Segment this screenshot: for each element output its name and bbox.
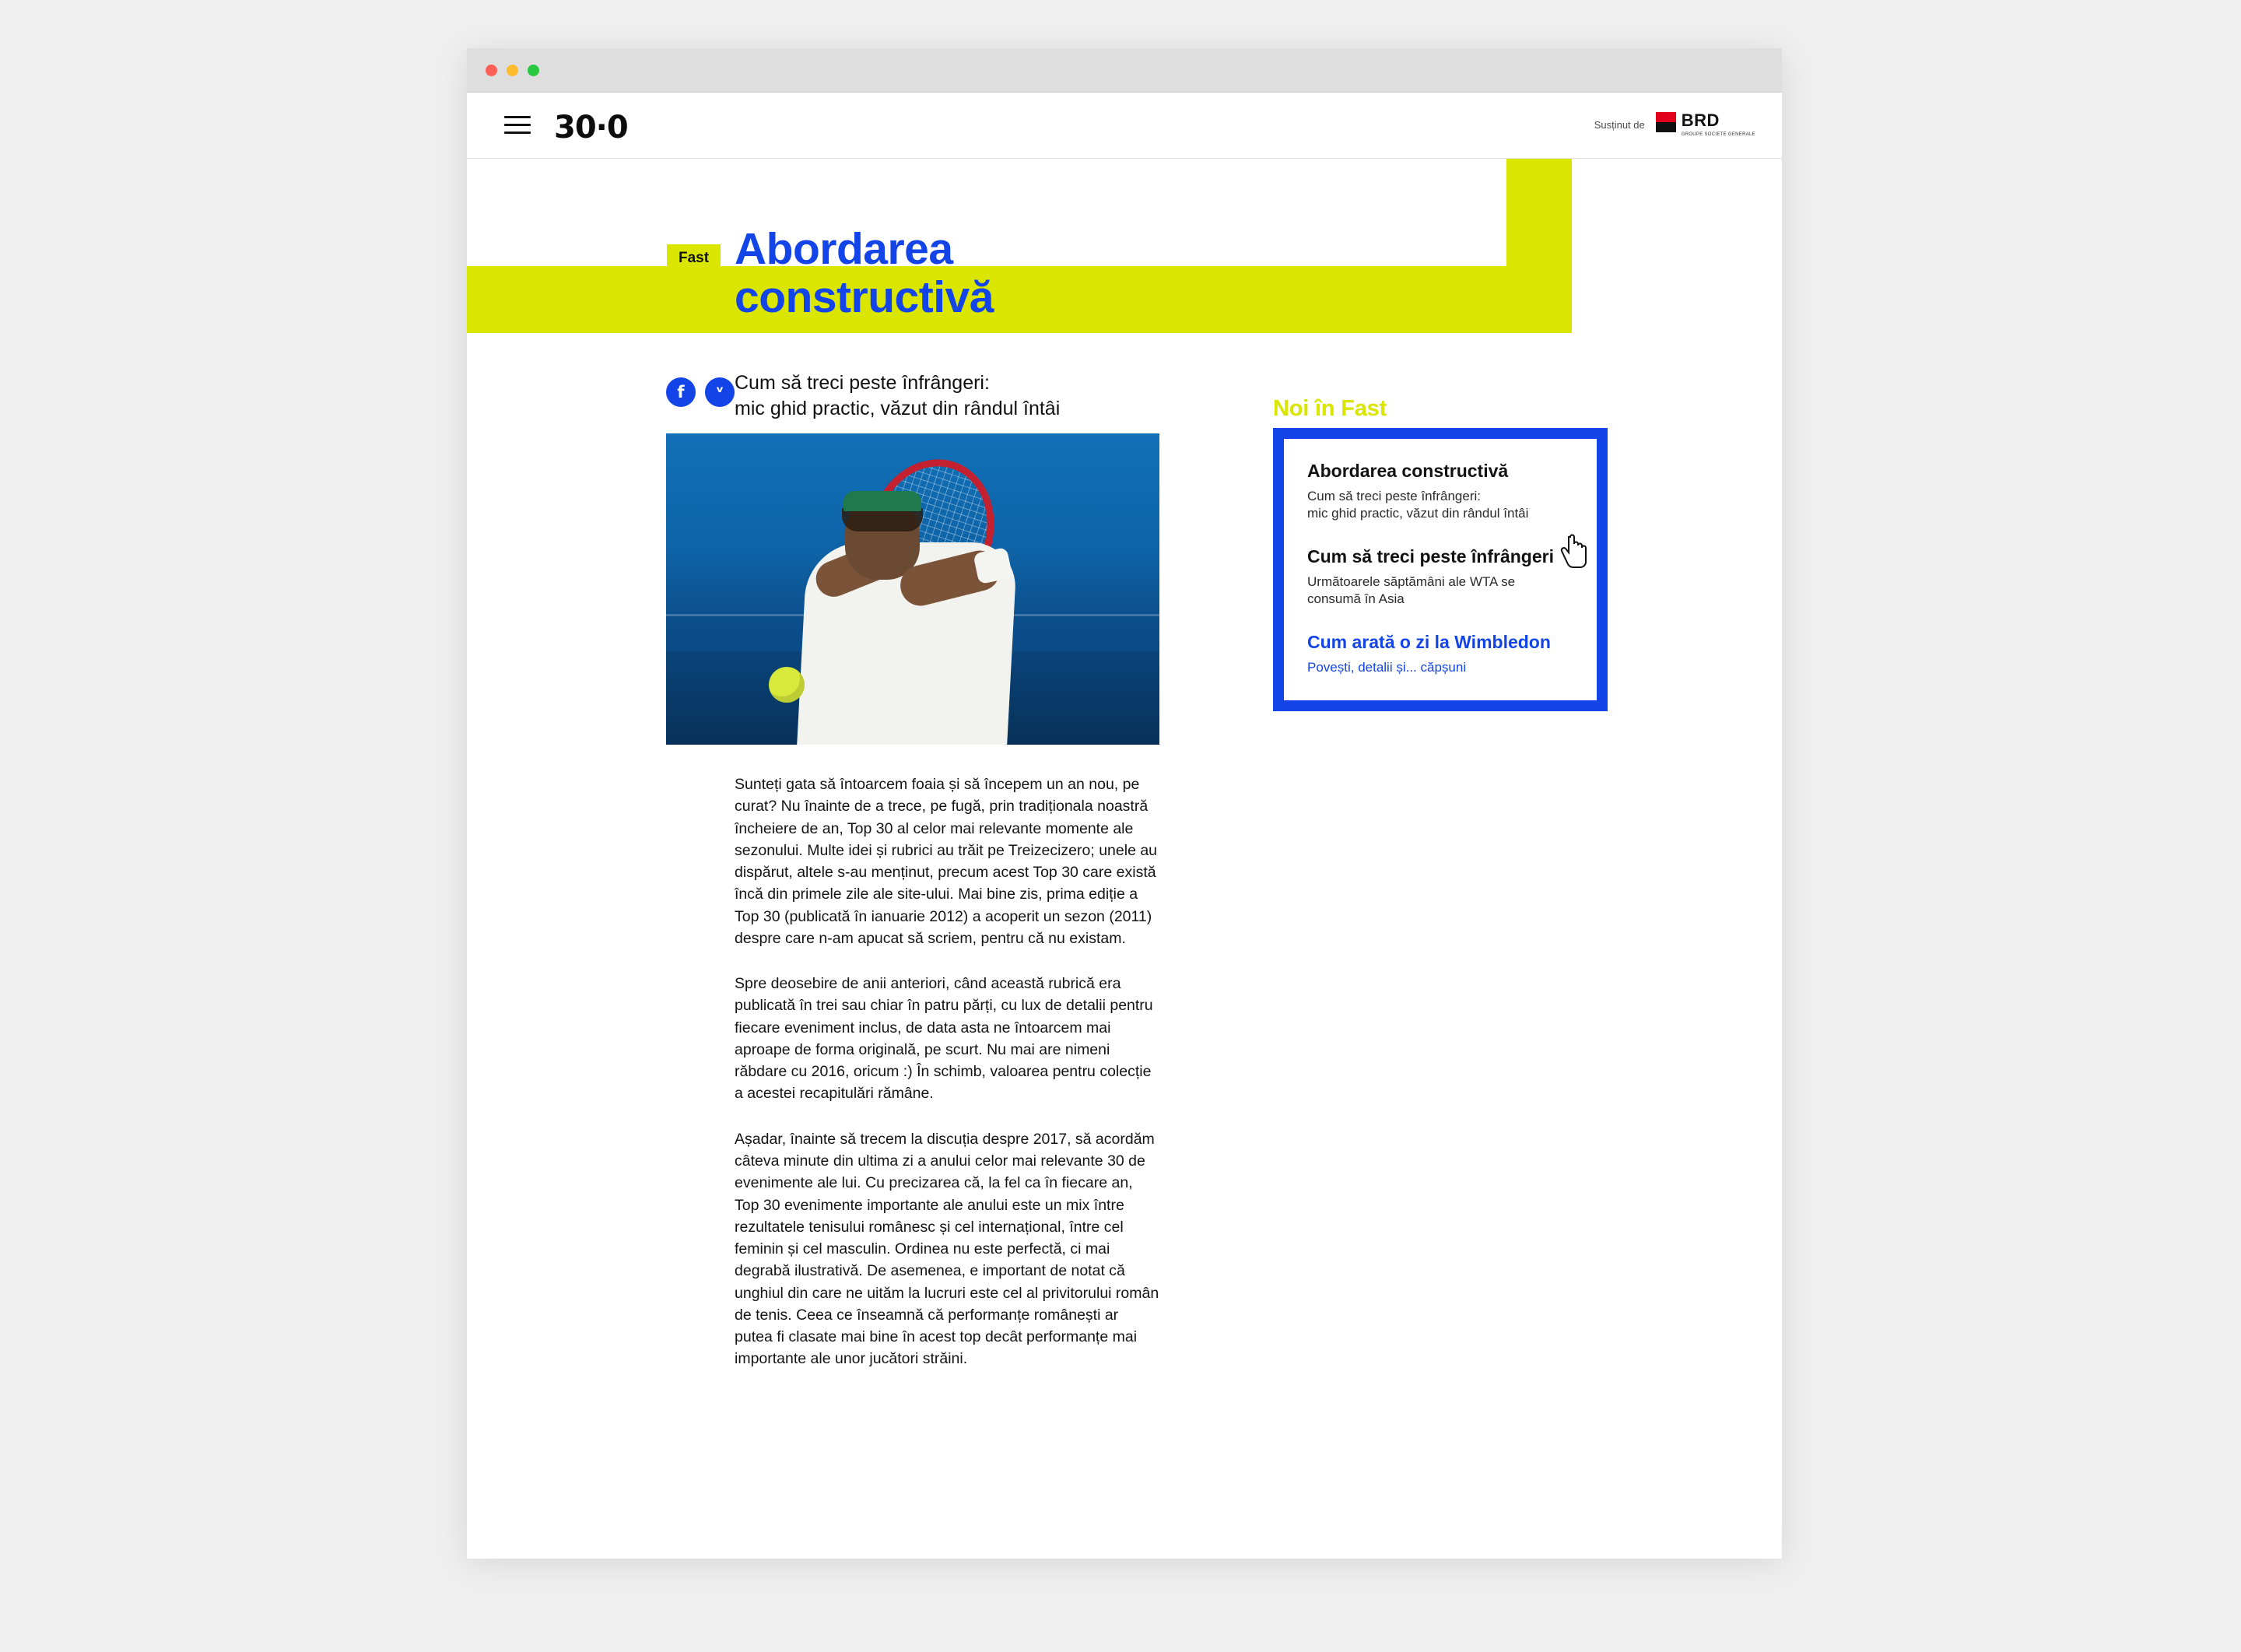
player-headband: [843, 491, 921, 511]
list-item-desc-line-2: consumă în Asia: [1307, 591, 1405, 607]
article-subhead: [735, 370, 1060, 422]
hero-accent-block: [1506, 159, 1572, 266]
facebook-icon[interactable]: f: [666, 377, 696, 407]
sponsor-label: Susținut de: [1594, 118, 1645, 131]
tennis-ball-icon: [769, 667, 805, 703]
sponsor-block: [1594, 112, 1755, 137]
close-window-button[interactable]: [486, 65, 497, 76]
list-item-desc: Povești, detalii și... căpșuni: [1307, 659, 1467, 675]
brd-subtitle: GROUPE SOCIETE GENERALE: [1681, 132, 1755, 137]
brd-logo[interactable]: [1656, 112, 1755, 137]
hero-section: [467, 159, 1782, 361]
page-title-line-2: constructivă: [735, 272, 994, 322]
page-title: [735, 226, 994, 321]
list-item-desc-line-1: Următoarele săptămâni ale WTA se: [1307, 573, 1516, 589]
list-item-desc-line-1: Cum să treci peste înfrângeri:: [1307, 488, 1481, 503]
sidebar: [1273, 396, 1608, 711]
brd-mark-icon: [1656, 112, 1676, 132]
social-share[interactable]: [666, 377, 735, 407]
list-item-desc-line-2: mic ghid practic, văzut din rândul întâi: [1307, 506, 1529, 521]
article-hero-image: [666, 433, 1159, 745]
page-viewport: [467, 93, 1782, 1559]
twitter-icon[interactable]: ᵛ: [705, 377, 735, 407]
list-item-heading[interactable]: Cum arată o zi la Wimbledon: [1307, 632, 1551, 653]
browser-window: [467, 48, 1782, 1558]
article-paragraph: Așadar, înainte să trecem la discuția despre 2017, să acordăm câteva minute din ultima zi a anului celor mai relevante 30 de evenimente ale lui. Cu precizarea că, la fel ca în fiecare an, Top 30 evenimente importante ale anului este un mix între rezultatele tenisului românesc și cel internațional, între cel feminin și cel masculin. Ordinea nu este perfectă, ci mai degrabă ilustrativă. De asemenea, e important de notat că unghiul din care ne uităm la lucruri este cel al privitorului român de tenis. Ceea ce înseamnă că performanțe românești ar putea fi clasate mai bine în acest top decât performanțe mai importante ale unor jucători străini.: [735, 1130, 1159, 1368]
list-item-heading[interactable]: Cum să treci peste înfrângeri: [1307, 546, 1554, 567]
page-title-line-1: Abordarea: [735, 224, 953, 274]
window-controls[interactable]: [486, 65, 539, 76]
minimize-window-button[interactable]: [507, 65, 518, 76]
article-paragraph: Sunteți gata să întoarcem foaia și să începem un an nou, pe curat? Nu înainte de a trece, pe fugă, prin tradiționala noastră încheiere de an, Top 30 al celor mai relevante momente ale sezonului. Multe idei și rubrici au trăit pe Treizecizero; unele au dispărut, altele s-au menținut, precum acest Top 30 care există încă din primele zile ale site-ului. Mai bine zis, prima ediție a Top 30 (publicată în ianuarie 2012) a acoperit un sezon (2011) despre care n-am apucat să scriem, pentru că nu existam.: [735, 776, 1158, 947]
site-header: [467, 93, 1782, 159]
article-body: [735, 773, 1159, 1394]
site-logo[interactable]: 30·0: [554, 110, 628, 146]
window-titlebar: [467, 48, 1782, 93]
article-subhead-line-1: Cum să treci peste înfrângeri:: [735, 372, 990, 394]
brd-name: BRD: [1681, 110, 1720, 130]
article-paragraph: Spre deosebire de anii anteriori, când această rubrică era publicată în trei sau chiar în patru părți, cu lux de detalii pentru fiecare eveniment inclus, de data asta ne întoarcem mai aproape de forma originală, pe scurt. Nu mai are nimeni răbdare cu 2016, oricum :) În schimb, valoarea pentru colecție a acestei recapitulări rămâne.: [735, 975, 1153, 1103]
hamburger-icon[interactable]: [504, 116, 531, 135]
sidebar-title: Noi în Fast: [1273, 396, 1387, 421]
list-item[interactable]: [1307, 546, 1573, 609]
list-item-heading[interactable]: Abordarea constructivă: [1307, 461, 1509, 481]
list-item[interactable]: [1307, 461, 1573, 523]
hero-accent-band: [467, 266, 1572, 333]
list-item-desc: [1307, 488, 1573, 524]
sidebar-list: [1273, 428, 1608, 711]
maximize-window-button[interactable]: [528, 65, 539, 76]
list-item-hovered[interactable]: [1307, 632, 1573, 676]
article-subhead-line-2: mic ghid practic, văzut din rândul întâi: [735, 398, 1061, 419]
player-hair: [842, 508, 923, 531]
category-tag[interactable]: Fast: [667, 244, 721, 272]
list-item-desc: [1307, 573, 1573, 609]
